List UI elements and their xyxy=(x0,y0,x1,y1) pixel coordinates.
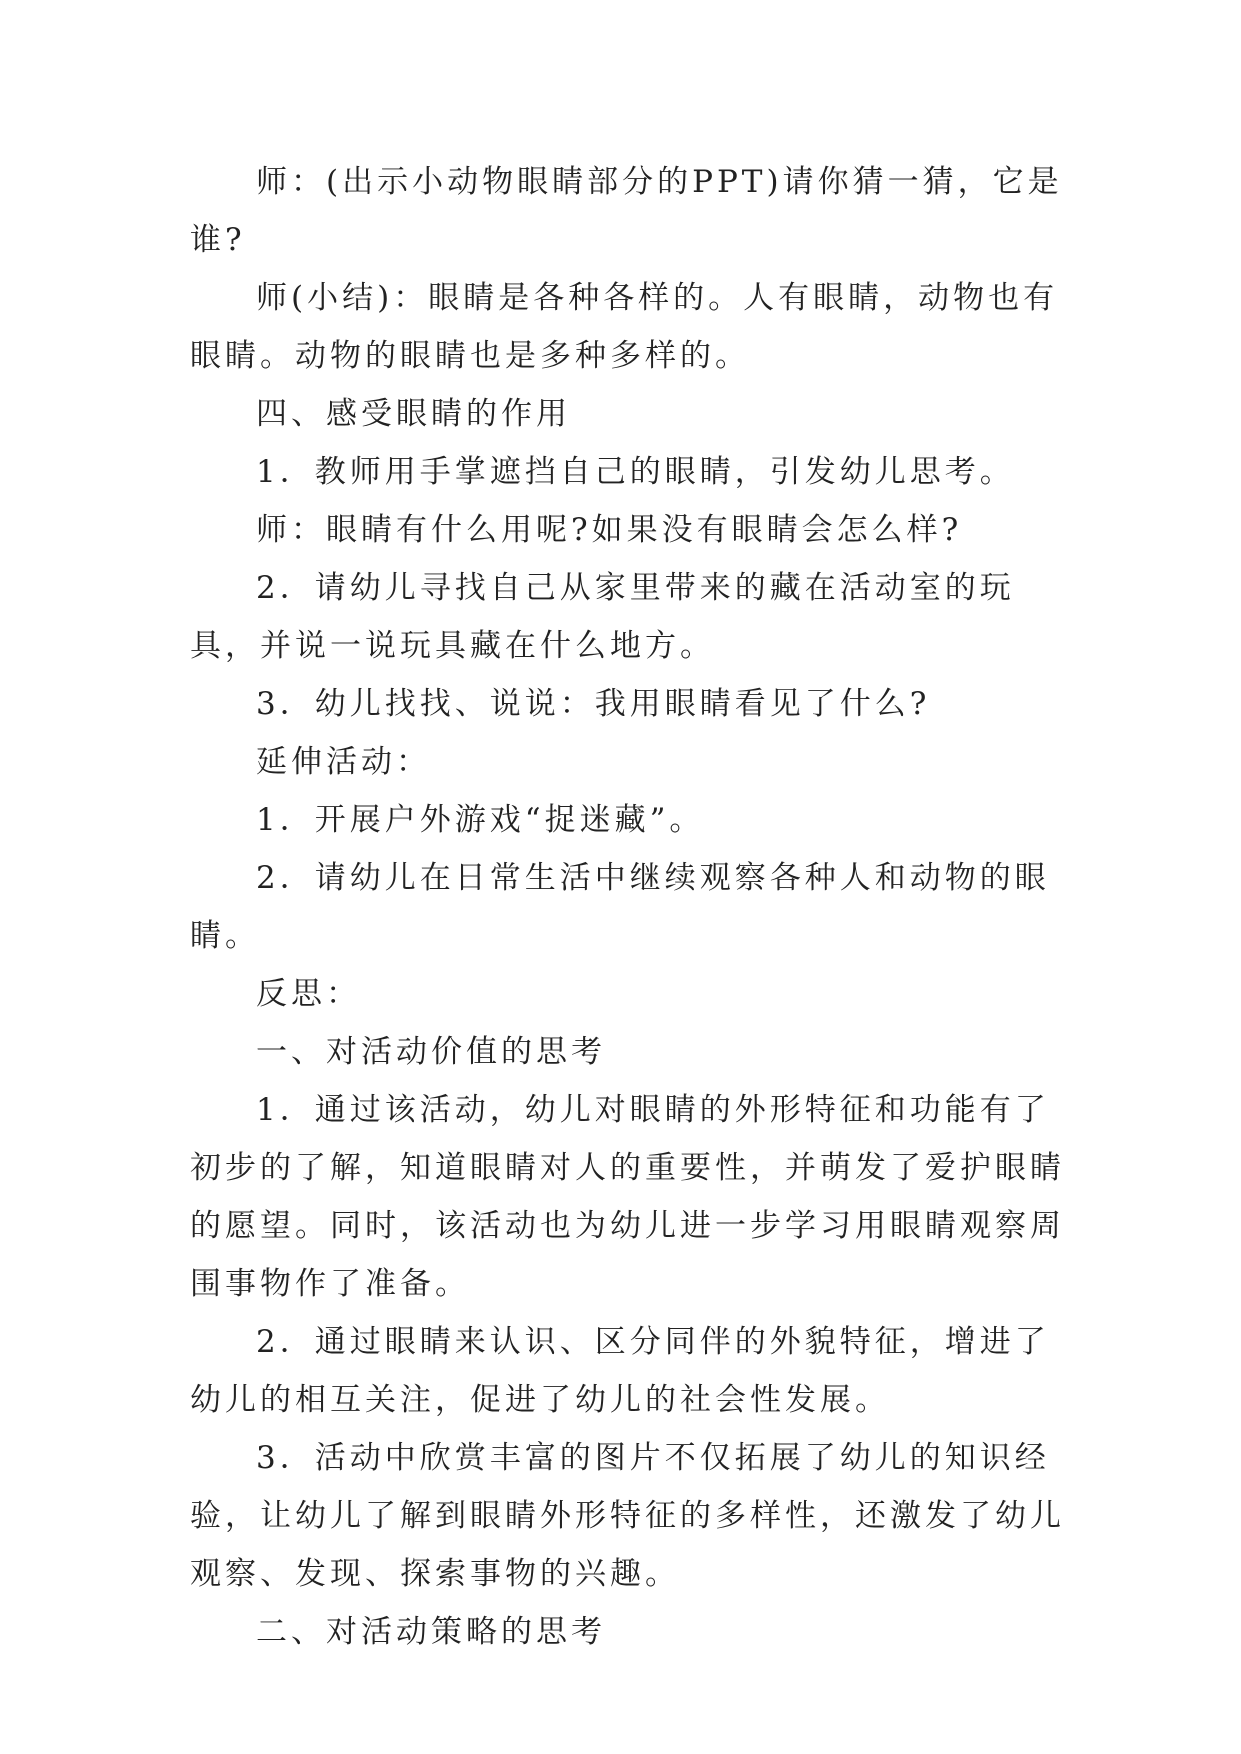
document-body xyxy=(190,153,1070,1661)
paragraph: 3．活动中欣赏丰富的图片不仅拓展了幼儿的知识经验，让幼儿了解到眼睛外形特征的多样性，还激发了幼儿观察、发现、探索事物的兴趣。 xyxy=(190,1440,1065,1592)
paragraph: 2．请幼儿寻找自己从家里带来的藏在活动室的玩具，并说一说玩具藏在什么地方。 xyxy=(190,570,1015,664)
section-heading: 四、感受眼睛的作用 xyxy=(256,396,571,432)
paragraph: 1．通过该活动，幼儿对眼睛的外形特征和功能有了初步的了解，知道眼睛对人的重要性，并萌发了爱护眼睛的愿望。同时，该活动也为幼儿进一步学习用眼睛观察周围事物作了准备。 xyxy=(190,1092,1065,1302)
section-heading: 二、对活动策略的思考 xyxy=(256,1614,606,1650)
paragraph: 3．幼儿找找、说说：我用眼睛看见了什么? xyxy=(256,686,931,722)
paragraph: 2．通过眼睛来认识、区分同伴的外貌特征，增进了幼儿的相互关注，促进了幼儿的社会性发展。 xyxy=(190,1324,1050,1418)
section-heading: 反思： xyxy=(256,976,361,1012)
section-heading: 延伸活动： xyxy=(256,744,431,780)
section-heading: 一、对活动价值的思考 xyxy=(256,1034,606,1070)
paragraph: 师：(出示小动物眼睛部分的PPT)请你猜一猜，它是谁? xyxy=(190,164,1063,258)
paragraph: 1．开展户外游戏“捉迷藏”。 xyxy=(256,802,705,838)
paragraph: 1．教师用手掌遮挡自己的眼睛，引发幼儿思考。 xyxy=(256,454,1015,490)
paragraph: 师：眼睛有什么用呢?如果没有眼睛会怎么样? xyxy=(256,512,963,548)
paragraph: 2．请幼儿在日常生活中继续观察各种人和动物的眼睛。 xyxy=(190,860,1050,954)
paragraph: 师(小结)：眼睛是各种各样的。人有眼睛，动物也有眼睛。动物的眼睛也是多种多样的。 xyxy=(190,280,1059,374)
